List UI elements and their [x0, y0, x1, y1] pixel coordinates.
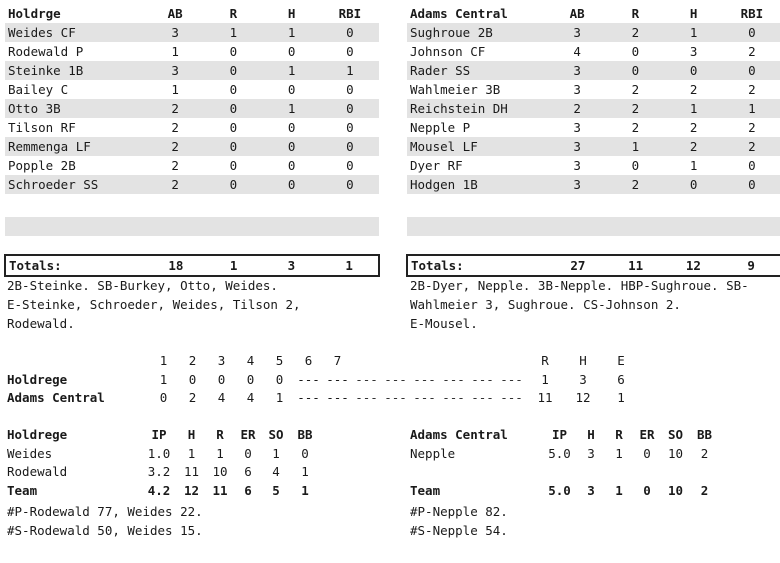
col-h: H	[287, 6, 296, 21]
stat-rbi: 0	[321, 175, 379, 194]
line-score	[7, 352, 640, 408]
table-row	[5, 61, 379, 80]
player-name: Wahlmeier 3B	[410, 82, 501, 97]
col-r: R	[615, 427, 623, 442]
stat-rbi: 0	[723, 175, 780, 194]
stat-ab: 3	[573, 82, 581, 97]
unused-inning: ---	[471, 371, 494, 387]
total-hits: 12	[575, 390, 591, 405]
linescore-team: Holdrege	[7, 371, 68, 387]
stat-ip: 3.2	[147, 464, 171, 479]
linescore-row-holdrege	[7, 371, 640, 390]
stat-h: 3	[587, 482, 595, 498]
runs-header: R	[541, 353, 549, 368]
inning-score: 0	[246, 371, 255, 387]
stat-r: 11	[212, 482, 228, 498]
table-row	[407, 156, 780, 175]
stat-h: 12	[183, 482, 200, 498]
stat-ab: 3	[146, 61, 204, 80]
inning-score: ---	[326, 371, 349, 387]
stat-er: 6	[244, 464, 252, 479]
inning-score: 2	[188, 390, 197, 405]
totals-label: Totals:	[411, 258, 464, 273]
player-name: Rader SS	[407, 61, 548, 80]
stat-ab: 3	[548, 61, 606, 80]
unused-inning: ---	[442, 390, 465, 405]
unused-inning: ---	[413, 371, 436, 387]
table-row	[5, 23, 379, 42]
linescore-row-adams-central	[7, 389, 640, 408]
stat-r: 2	[606, 23, 664, 42]
stat-ab: 3	[573, 158, 581, 173]
inning-score: ---	[297, 390, 320, 405]
stat-so: 5	[272, 482, 280, 498]
total-errors: 6	[617, 371, 625, 387]
stat-bb: 1	[301, 464, 309, 479]
unused-inning: ---	[500, 390, 523, 405]
stat-r: 1	[615, 482, 623, 498]
table-row	[7, 445, 320, 464]
inning-6: 6	[304, 353, 313, 368]
player-name: Mousel LF	[407, 137, 548, 156]
player-name: Steinke 1B	[5, 61, 146, 80]
inning-3: 3	[217, 353, 226, 368]
col-r: R	[216, 427, 224, 442]
col-er: ER	[240, 427, 256, 442]
stat-rbi: 0	[321, 23, 379, 42]
linescore-header-row	[7, 352, 640, 371]
stat-r: 0	[229, 44, 238, 59]
stat-bb: 1	[301, 482, 309, 498]
away-pitch-count-note: #P-Nepple 82.	[410, 504, 508, 519]
col-h: H	[187, 427, 196, 442]
col-h: H	[587, 427, 595, 442]
inning-score: ---	[326, 390, 349, 405]
team-total-label: Team	[7, 482, 38, 498]
inning-1: 1	[159, 353, 168, 368]
stat-r: 2	[606, 99, 664, 118]
unused-inning: ---	[384, 371, 407, 387]
inning-score: 4	[246, 390, 255, 405]
stat-r: 2	[631, 120, 640, 135]
total-errors: 1	[617, 390, 625, 405]
stat-rbi: 0	[321, 137, 379, 156]
errors-header: E	[617, 353, 625, 368]
stat-r: 0	[229, 120, 238, 135]
empty-row-band	[5, 217, 379, 236]
away-batting-box	[407, 4, 780, 194]
stat-rbi: 0	[346, 44, 354, 59]
home-batting-notes: 2B-Steinke. SB-Burkey, Otto, Weides. E-Steinke, Schroeder, Weides, Tilson 2, Rodewald.	[7, 278, 301, 331]
stat-ab: 2	[146, 99, 204, 118]
stat-h: 1	[665, 23, 723, 42]
inning-score: 0	[217, 371, 226, 387]
spacer-row	[410, 463, 719, 482]
stat-h: 2	[689, 120, 698, 135]
table-row	[5, 80, 379, 99]
unused-inning: ---	[384, 390, 407, 405]
unused-inning: ---	[355, 390, 378, 405]
player-name: Sughroue 2B	[407, 23, 548, 42]
col-bb: BB	[696, 427, 713, 442]
stat-r: 2	[631, 82, 640, 97]
player-name: Tilson RF	[8, 120, 76, 135]
stat-h: 0	[287, 44, 296, 59]
home-pitching-table	[7, 426, 320, 500]
stat-r: 10	[212, 464, 228, 479]
table-row	[5, 118, 379, 137]
table-row	[407, 99, 780, 118]
home-strikes-note: #S-Rodewald 50, Weides 15.	[7, 523, 203, 538]
unused-inning: ---	[442, 371, 465, 387]
table-row	[410, 445, 719, 464]
stat-h: 0	[287, 158, 296, 173]
stat-r: 0	[631, 44, 640, 59]
stat-er: 6	[244, 482, 252, 498]
col-ab: AB	[167, 6, 183, 21]
stat-r: 0	[204, 61, 262, 80]
stat-ab: 2	[171, 120, 179, 135]
stat-r: 0	[229, 158, 238, 173]
col-r: R	[229, 6, 238, 21]
stat-h: 1	[689, 158, 698, 173]
stat-ab: 1	[171, 44, 179, 59]
team-name: Adams Central	[410, 427, 508, 442]
stat-rbi: 0	[346, 82, 354, 97]
stat-ip: 5.0	[548, 482, 571, 498]
stat-er: 0	[643, 445, 651, 461]
player-name: Weides CF	[5, 23, 146, 42]
stat-ab: 3	[146, 23, 204, 42]
table-row	[5, 42, 379, 61]
team-total-label: Team	[410, 482, 441, 498]
stat-ab: 2	[548, 99, 606, 118]
total-runs: 1	[541, 371, 549, 387]
stat-r: 1	[216, 445, 224, 461]
player-name: Remmenga LF	[5, 137, 146, 156]
stat-h: 0	[665, 175, 723, 194]
table-row	[407, 118, 780, 137]
table-row	[5, 99, 379, 118]
stat-so: 10	[667, 445, 684, 461]
stat-r: 1	[204, 23, 262, 42]
stat-h: 1	[263, 99, 321, 118]
inning-score: 1	[275, 390, 284, 405]
col-bb: BB	[297, 427, 313, 442]
empty-row-band	[407, 217, 780, 236]
stat-so: 4	[272, 464, 280, 479]
stat-r: 2	[606, 175, 664, 194]
stat-ab: 2	[171, 158, 179, 173]
stat-rbi: 0	[748, 158, 756, 173]
stat-h: 0	[263, 175, 321, 194]
col-r: R	[631, 6, 640, 21]
stat-h: 0	[665, 61, 723, 80]
stat-rbi: 2	[723, 137, 780, 156]
unused-inning: ---	[413, 390, 436, 405]
table-row	[407, 23, 780, 42]
stat-rbi: 2	[748, 120, 756, 135]
stat-h: 1	[263, 61, 321, 80]
stat-rbi: 1	[723, 99, 780, 118]
inning-score: 1	[159, 371, 168, 387]
total-runs: 11	[537, 390, 553, 405]
player-name: Schroeder SS	[5, 175, 146, 194]
pitching-team-row	[410, 482, 719, 501]
total-rbi: 9	[747, 258, 755, 273]
stat-ab: 4	[573, 44, 581, 59]
stat-rbi: 0	[723, 61, 780, 80]
stat-r: 1	[615, 445, 623, 461]
unused-inning: ---	[471, 390, 494, 405]
table-row	[7, 463, 320, 482]
total-r: 11	[628, 258, 644, 273]
stat-ab: 3	[573, 120, 581, 135]
stat-r: 0	[606, 61, 664, 80]
total-h: 3	[287, 258, 296, 273]
total-r: 1	[229, 258, 238, 273]
inning-5: 5	[275, 353, 284, 368]
stat-ip: 1.0	[147, 445, 171, 461]
stat-ip: 4.2	[147, 482, 171, 498]
stat-h: 11	[183, 464, 200, 479]
pitching-header-row	[410, 426, 719, 445]
home-batting-table	[5, 4, 379, 194]
stat-rbi: 2	[748, 82, 756, 97]
stat-r: 0	[204, 137, 262, 156]
table-row	[5, 175, 379, 194]
team-name: Holdrege	[7, 427, 68, 442]
inning-4: 4	[246, 353, 255, 368]
stat-ab: 3	[548, 23, 606, 42]
stat-h: 2	[665, 137, 723, 156]
col-ab: AB	[569, 6, 585, 21]
pitcher-name: Rodewald	[7, 464, 68, 479]
player-name: Popple 2B	[8, 158, 76, 173]
stat-bb: 2	[700, 445, 709, 461]
total-rbi: 1	[345, 258, 353, 273]
stat-rbi: 2	[748, 44, 756, 59]
player-name: Otto 3B	[5, 99, 146, 118]
stat-rbi: 0	[723, 23, 780, 42]
stat-h: 0	[287, 82, 296, 97]
stat-ab: 2	[146, 175, 204, 194]
inning-2: 2	[188, 353, 197, 368]
stat-r: 1	[606, 137, 664, 156]
stat-rbi: 1	[321, 61, 379, 80]
stat-r: 0	[229, 82, 238, 97]
stat-h: 0	[287, 120, 296, 135]
stat-h: 3	[689, 44, 698, 59]
stat-h: 1	[187, 445, 196, 461]
table-row	[5, 156, 379, 175]
total-ab: 27	[570, 258, 586, 273]
stat-ab: 1	[171, 82, 179, 97]
away-batting-notes: 2B-Dyer, Nepple. 3B-Nepple. HBP-Sughroue. SB- Wahlmeier 3, Sughroue. CS-Johnson 2. E-Mousel.	[410, 278, 749, 331]
totals-label: Totals:	[9, 258, 62, 273]
col-so: SO	[268, 427, 284, 442]
total-h: 12	[685, 258, 701, 273]
pitcher-name: Weides	[7, 445, 53, 461]
hits-header: H	[579, 353, 587, 368]
total-ab: 18	[168, 258, 184, 273]
team-name: Holdrge	[8, 6, 61, 21]
away-batting-table	[407, 4, 780, 194]
stat-bb: 2	[700, 482, 709, 498]
player-name: Johnson CF	[410, 44, 486, 59]
stat-rbi: 0	[346, 120, 354, 135]
stat-ab: 2	[146, 137, 204, 156]
stat-er: 0	[643, 482, 651, 498]
col-rbi: RBI	[740, 6, 764, 21]
inning-7: 7	[333, 353, 342, 368]
home-totals-row	[4, 254, 380, 277]
stat-h: 3	[587, 445, 595, 461]
table-row	[407, 137, 780, 156]
stat-ab: 3	[548, 175, 606, 194]
linescore-team: Adams Central	[7, 390, 105, 405]
pitching-header-row	[7, 426, 320, 445]
away-pitching-table	[410, 426, 719, 500]
total-hits: 3	[579, 371, 587, 387]
away-strikes-note: #S-Nepple 54.	[410, 523, 508, 538]
unused-inning: ---	[500, 371, 523, 387]
player-name: Hodgen 1B	[407, 175, 548, 194]
col-so: SO	[667, 427, 684, 442]
stat-h: 2	[689, 82, 698, 97]
stat-bb: 0	[301, 445, 309, 461]
unused-inning: ---	[355, 371, 378, 387]
stat-r: 0	[631, 158, 640, 173]
inning-score: 0	[275, 371, 284, 387]
player-name: Reichstein DH	[407, 99, 548, 118]
player-name: Dyer RF	[410, 158, 463, 173]
stat-h: 1	[665, 99, 723, 118]
stat-r: 0	[204, 175, 262, 194]
home-batting-box	[5, 4, 379, 194]
team-name: Adams Central	[410, 6, 508, 21]
table-row	[407, 80, 780, 99]
stat-r: 0	[204, 99, 262, 118]
stat-er: 0	[244, 445, 252, 461]
stat-so: 10	[667, 482, 684, 498]
stat-rbi: 0	[346, 158, 354, 173]
inning-score: 0	[159, 390, 168, 405]
player-name: Rodewald P	[8, 44, 84, 59]
home-pitch-count-note: #P-Rodewald 77, Weides 22.	[7, 504, 203, 519]
col-ip: IP	[551, 427, 568, 442]
away-totals-row	[406, 254, 780, 277]
player-name: Nepple P	[410, 120, 471, 135]
col-er: ER	[639, 427, 655, 442]
table-row	[5, 137, 379, 156]
stat-rbi: 0	[321, 99, 379, 118]
stat-h: 0	[263, 137, 321, 156]
batting-header-row	[407, 4, 780, 23]
player-name: Bailey C	[8, 82, 69, 97]
table-row	[407, 42, 780, 61]
inning-score: 0	[188, 371, 197, 387]
col-ip: IP	[151, 427, 167, 442]
inning-score: 4	[217, 390, 226, 405]
table-row	[407, 61, 780, 80]
pitcher-name: Nepple	[410, 445, 456, 461]
stat-ip: 5.0	[548, 445, 571, 461]
col-h: H	[689, 6, 698, 21]
stat-h: 1	[263, 23, 321, 42]
stat-so: 1	[272, 445, 280, 461]
pitching-team-row	[7, 482, 320, 501]
batting-header-row	[5, 4, 379, 23]
inning-score: ---	[297, 371, 320, 387]
stat-ab: 3	[548, 137, 606, 156]
col-rbi: RBI	[338, 6, 362, 21]
table-row	[407, 175, 780, 194]
